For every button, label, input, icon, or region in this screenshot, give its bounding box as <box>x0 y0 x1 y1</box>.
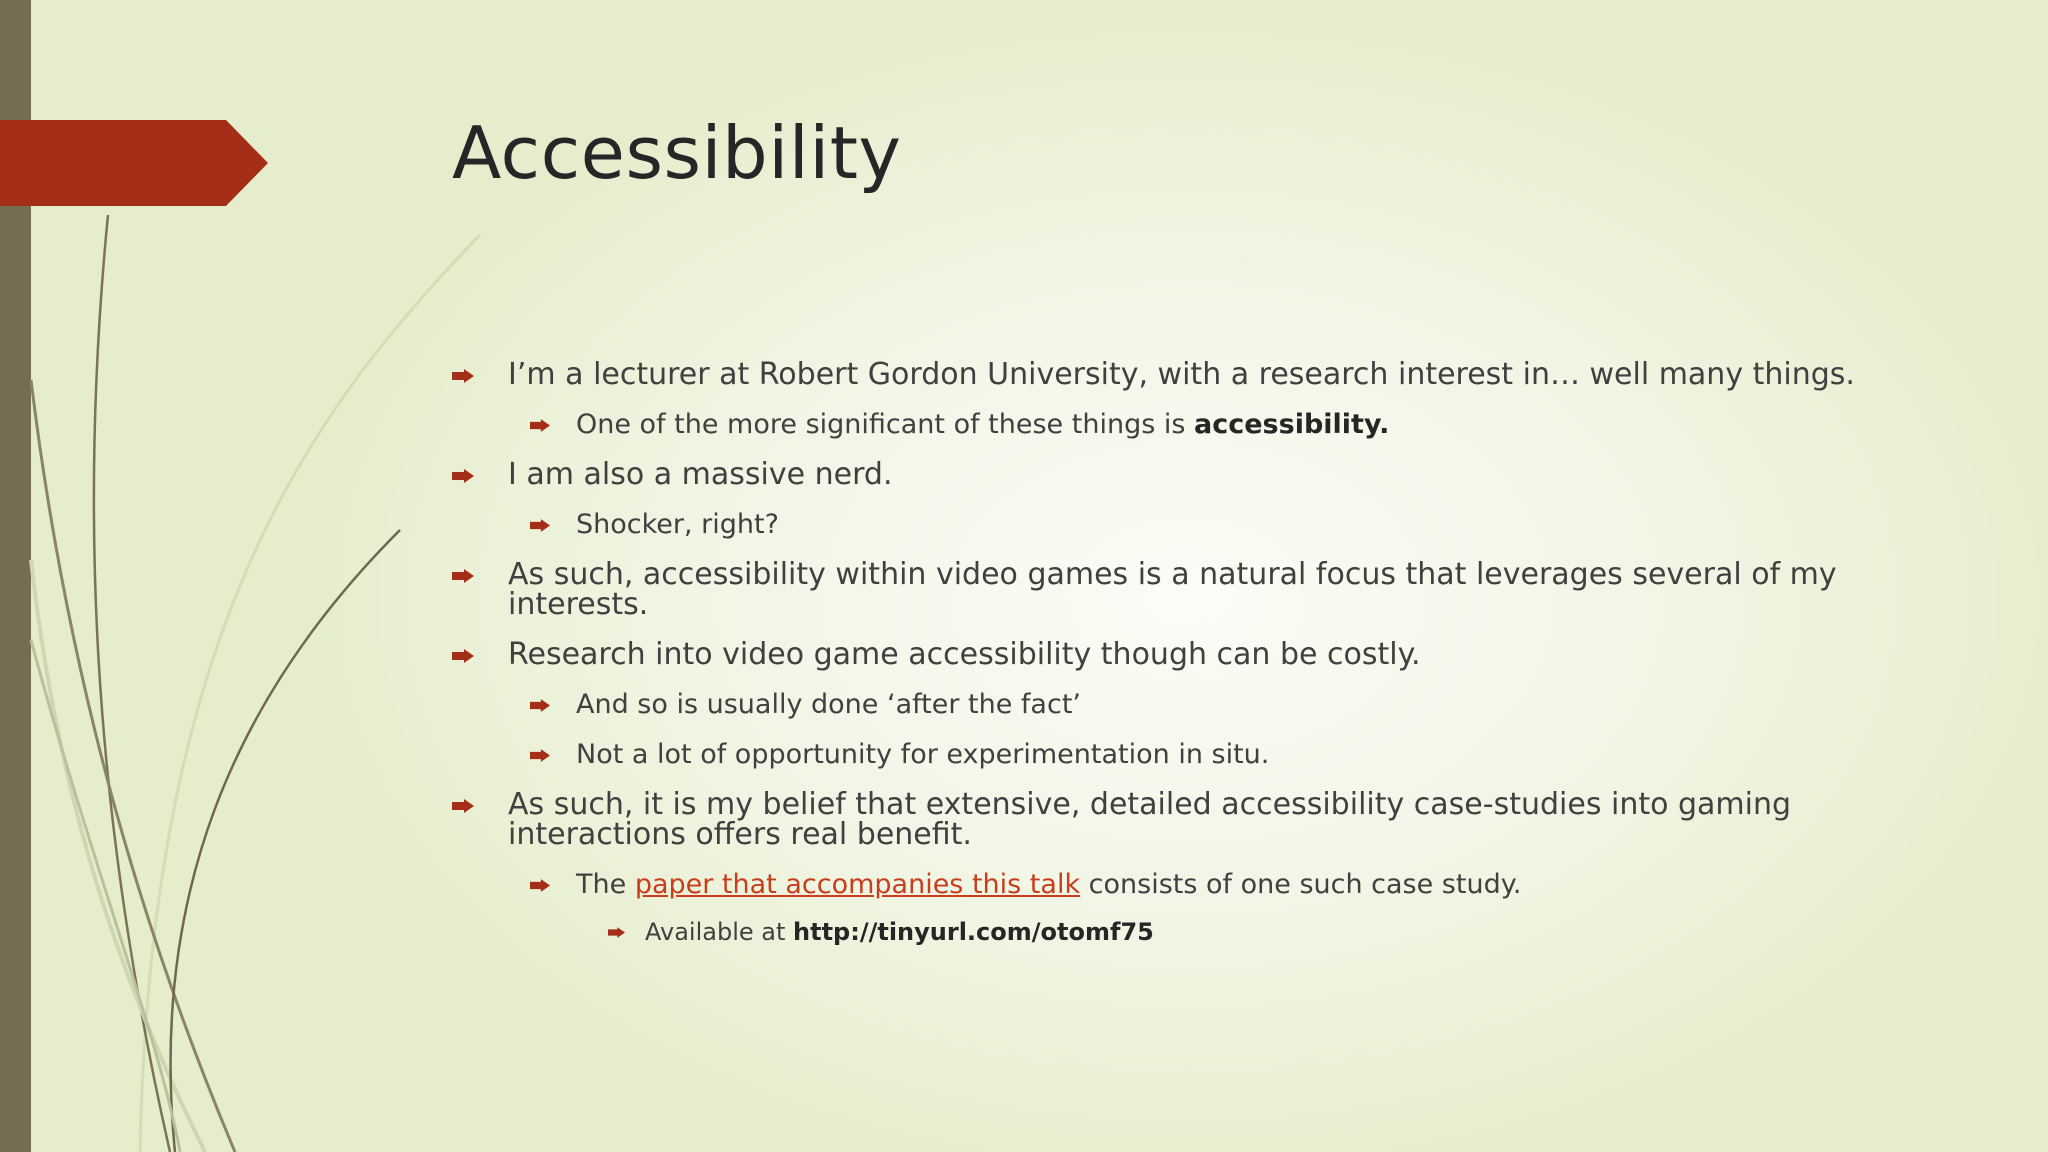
list-item <box>452 457 1892 492</box>
bullet-text <box>576 410 1892 440</box>
arrow-bullet-icon <box>530 519 550 532</box>
bullet-text: I’m a lecturer at Robert Gordon University, with a research interest in… well many things. <box>508 357 1855 392</box>
bullet-text-prefix: One of the more significant of these things is <box>576 409 1195 440</box>
list-item <box>452 410 1892 440</box>
list-item <box>452 918 1892 946</box>
arrow-bullet-icon <box>530 419 550 432</box>
bullet-text-suffix: consists of one such case study. <box>1080 869 1522 900</box>
bullet-text-prefix: Available at <box>645 918 794 946</box>
arrow-bullet-icon <box>452 369 474 383</box>
bullet-text: As such, accessibility within video games is a natural focus that leverages several of my interests. <box>508 557 1837 622</box>
bullet-text: Research into video game accessibility though can be costly. <box>508 637 1421 672</box>
bullet-text: Shocker, right? <box>576 509 779 540</box>
bullet-text: As such, it is my belief that extensive, detailed accessibility case-studies into gaming interactions offers real benefit. <box>508 787 1792 852</box>
bullet-text: And so is usually done ‘after the fact’ <box>576 689 1081 720</box>
arrow-bullet-icon <box>452 649 474 663</box>
bullet-list <box>452 357 1892 946</box>
bullet-text-prefix: The <box>576 869 635 900</box>
arrow-bullet-icon <box>452 469 474 483</box>
tinyurl-text: http://tinyurl.com/otomf75 <box>793 918 1154 946</box>
slide-title: Accessibility <box>452 111 902 195</box>
list-item <box>452 787 1892 852</box>
arrow-bullet-icon <box>530 699 550 712</box>
list-item <box>452 690 1892 720</box>
list-item <box>452 637 1892 672</box>
arrow-bullet-icon <box>530 879 550 892</box>
title-arrow-tab <box>0 120 270 206</box>
bullet-text <box>576 870 1892 900</box>
arrow-bullet-icon <box>452 569 474 583</box>
bullet-text: Not a lot of opportunity for experimentation in situ. <box>576 739 1270 770</box>
arrow-bullet-icon <box>452 799 474 813</box>
paper-link[interactable]: paper that accompanies this talk <box>634 869 1081 900</box>
list-item <box>452 740 1892 770</box>
list-item <box>452 357 1892 392</box>
bullet-text <box>645 918 1892 946</box>
list-item <box>452 557 1892 622</box>
arrow-bullet-icon <box>608 927 625 938</box>
bullet-text-bold: accessibility. <box>1194 409 1390 440</box>
list-item <box>452 510 1892 540</box>
list-item <box>452 870 1892 900</box>
arrow-bullet-icon <box>530 749 550 762</box>
bullet-text: I am also a massive nerd. <box>508 457 893 492</box>
